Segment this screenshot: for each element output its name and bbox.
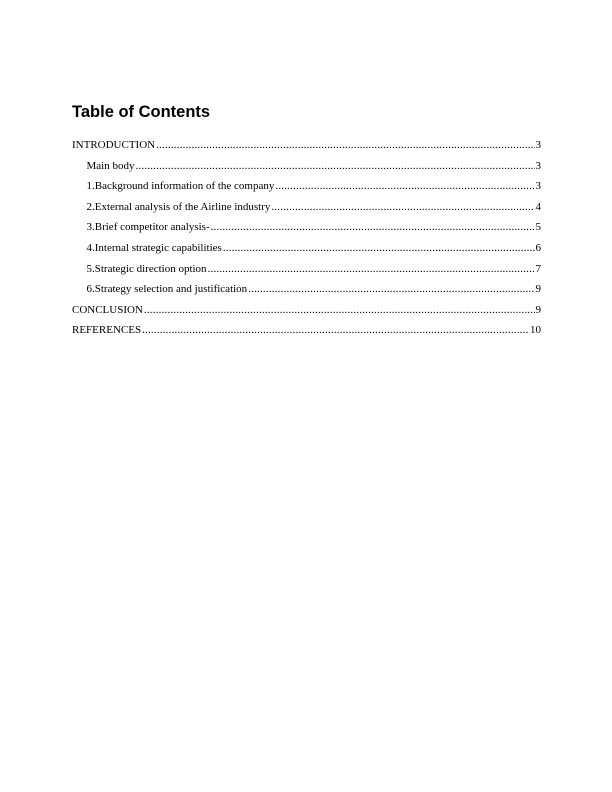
toc-entry-page-number: 5 bbox=[535, 221, 541, 234]
dot-leader bbox=[135, 159, 534, 173]
toc-entry-page-number: 3 bbox=[535, 139, 541, 151]
dot-leader bbox=[208, 262, 535, 276]
dot-leader bbox=[271, 200, 534, 214]
toc-entry-strategy-selection[interactable] bbox=[72, 282, 541, 303]
toc-entry-label: 2.External analysis of the Airline industry bbox=[86, 200, 271, 213]
toc-entry-page-number: 6 bbox=[535, 241, 541, 254]
toc-entry-page-number: 3 bbox=[535, 159, 541, 172]
toc-entry-competitor-analysis[interactable] bbox=[72, 220, 541, 241]
toc-entry-label: 4.Internal strategic capabilities bbox=[86, 241, 222, 254]
toc-entry-external-analysis[interactable] bbox=[72, 200, 541, 221]
toc-entry-label: 1.Background information of the company bbox=[86, 180, 275, 193]
toc-entry-strategic-direction[interactable] bbox=[72, 262, 541, 283]
toc-entry-page-number: 9 bbox=[535, 283, 541, 296]
dot-leader bbox=[223, 241, 535, 255]
dot-leader bbox=[142, 323, 529, 337]
toc-entry-main-body[interactable] bbox=[72, 159, 541, 180]
toc-entry-conclusion[interactable] bbox=[72, 303, 541, 324]
toc-entry-label: 3.Brief competitor analysis- bbox=[86, 221, 210, 234]
toc-entry-label: CONCLUSION bbox=[72, 303, 143, 316]
table-of-contents bbox=[72, 138, 541, 344]
toc-entry-page-number: 7 bbox=[535, 262, 541, 275]
toc-entry-page-number: 9 bbox=[535, 303, 541, 316]
dot-leader bbox=[156, 138, 534, 152]
dot-leader bbox=[275, 179, 534, 193]
toc-entry-page-number: 3 bbox=[535, 180, 541, 193]
toc-entry-label: REFERENCES bbox=[72, 324, 142, 337]
toc-entry-introduction[interactable] bbox=[72, 138, 541, 159]
toc-entry-label: INTRODUCTION bbox=[72, 139, 156, 151]
toc-entry-background-information[interactable] bbox=[72, 179, 541, 200]
toc-entry-label: Main body bbox=[86, 159, 135, 172]
toc-entry-internal-capabilities[interactable] bbox=[72, 241, 541, 262]
dot-leader bbox=[144, 303, 535, 317]
toc-entry-page-number: 4 bbox=[535, 200, 541, 213]
toc-entry-page-number: 10 bbox=[530, 324, 541, 337]
toc-entry-label: 6.Strategy selection and justification bbox=[86, 283, 248, 296]
toc-heading: Table of Contents bbox=[72, 103, 211, 121]
dot-leader bbox=[211, 220, 535, 234]
toc-entry-references[interactable] bbox=[72, 323, 541, 344]
dot-leader bbox=[248, 282, 534, 296]
toc-entry-label: 5.Strategic direction option bbox=[86, 262, 207, 275]
